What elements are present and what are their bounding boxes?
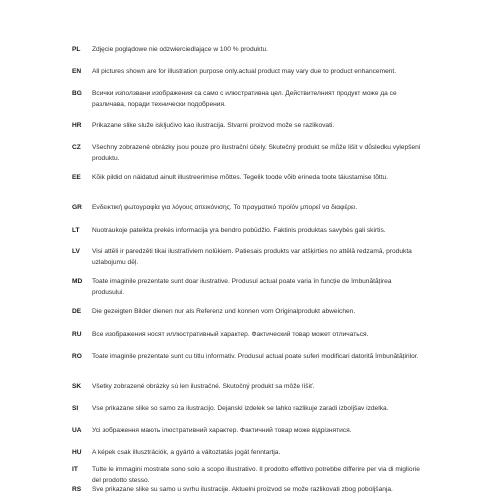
language-code: RO bbox=[72, 353, 82, 360]
language-code: LT bbox=[72, 227, 80, 234]
disclaimer-text: Visi attēli ir paredzēti tikai ilustratīviem nolūkiem. Patiesais produkts var atšķirties no attēlā redzamā, produkta uzlabojumu dēļ. bbox=[92, 248, 412, 266]
disclaimer-text: Всички използвани изображения са само с илюстративна цел. Действителният продукт може да се различава, поради технически подобрения. bbox=[92, 90, 397, 108]
disclaimer-text: Všetky zobrazené obrázky sú len ilustračné. Skutočný produkt sa môže líšiť. bbox=[92, 383, 315, 390]
language-code: SK bbox=[72, 383, 82, 390]
language-code: SI bbox=[72, 405, 79, 412]
disclaimer-text: A képek csak illusztrációk, a gyártó a változtatás jogát fenntartja. bbox=[92, 449, 281, 456]
language-code: EE bbox=[72, 174, 81, 181]
language-code: EN bbox=[72, 68, 82, 75]
disclaimer-text: Prikazane slike služe isključivo kao ilustracija. Stvarni proizvod može se razlikovati. bbox=[92, 122, 335, 129]
disclaimer-text: Zdjęcie poglądowe nie odzwierciedlające w 100 % produktu. bbox=[92, 46, 268, 53]
language-code: PL bbox=[72, 46, 81, 53]
language-code: RS bbox=[72, 486, 82, 493]
language-code: LV bbox=[72, 248, 80, 255]
language-code: HR bbox=[72, 122, 82, 129]
language-code: GR bbox=[72, 204, 82, 211]
language-code: DE bbox=[72, 308, 82, 315]
disclaimer-text: Toate imaginile prezentate sunt doar ilustrative. Produsul actual poate varia în funcție de îmbunătățirea produsului. bbox=[92, 278, 392, 296]
disclaimer-text: Все изображения носят иллюстративный характер. Фактический товар может отличаться. bbox=[92, 331, 369, 338]
disclaimer-text: Die gezeigten Bilder dienen nur als Referenz und konnen vom Originalprodukt abweichen. bbox=[92, 308, 356, 315]
disclaimer-text: All pictures shown are for illustration purpose only.actual product may vary due to product enhancement. bbox=[92, 68, 397, 75]
language-code: RU bbox=[72, 331, 82, 338]
disclaimer-text: Усі зображення мають ілюстративний характер. Фактичний товар може відрізнятися. bbox=[92, 427, 352, 434]
disclaimer-text: Sve prikazane slike su samo u svrhu ilustracije. Aktuelni proizvod se može razlikovati zbog poboljšanja. bbox=[92, 486, 393, 493]
language-code: IT bbox=[72, 466, 78, 473]
disclaimer-text: Všechny zobrazené obrázky jsou pouze pro ilustrační účely. Skutečný produkt se může lišit v důsledku vylepšení produktu. bbox=[92, 144, 421, 162]
disclaimer-text: Toate imaginile prezentate sunt cu titlu informativ. Produsul actual poate suferi modificari datorită îmbunătățirilor. bbox=[92, 353, 419, 360]
disclaimer-text: Tutte le immagini mostrate sono solo a scopo illustrativo. Il prodotto effettivo potrebbe differire per via di migliorie del prodotto stesso. bbox=[92, 466, 420, 484]
language-code: UA bbox=[72, 427, 82, 434]
disclaimer-text: Vse prikazane slike so samo za ilustracijo. Dejanski izdelek se lahko razlikuje zaradi izboljšav izdelka. bbox=[92, 405, 389, 412]
disclaimer-text: Kõik pildid on näidatud ainult illustreerimise mõttes. Tegelik toode võib erineda toote täiustamise tõttu. bbox=[92, 174, 389, 181]
language-code: BG bbox=[72, 90, 82, 97]
language-code: HU bbox=[72, 449, 82, 456]
disclaimer-text: Nuotraukoje pateikta prekės informacija yra bendro pobūdžio. Faktinis produktas savybės gali skirtis. bbox=[92, 227, 386, 234]
disclaimer-text: Ενδεικτική φωτογραφία για λόγους απεικόνισης. Το πραγματικό προϊόν μπορεί να διαφέρει. bbox=[92, 204, 358, 211]
language-code: CZ bbox=[72, 144, 81, 151]
language-code: MD bbox=[72, 278, 83, 285]
